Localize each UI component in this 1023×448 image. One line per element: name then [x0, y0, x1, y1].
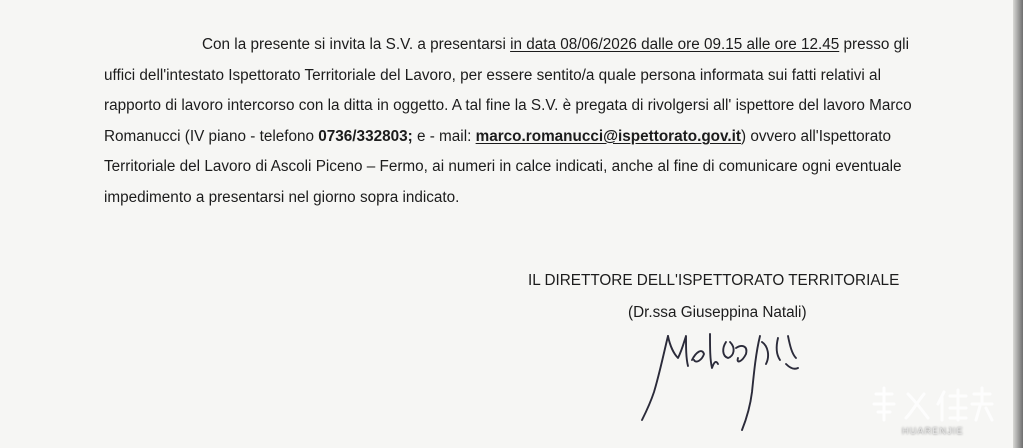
letter-line-4 [104, 122, 964, 153]
watermark-logo-icon [866, 384, 1011, 426]
line4-email-label: e - mail: [412, 127, 476, 145]
letter-line-6: impedimento a presentarsi nel giorno sopra indicato. [104, 188, 460, 206]
line4-text: Romanucci (IV piano - telefono [104, 127, 319, 145]
letter-paragraph [104, 30, 964, 214]
watermark-text: HUARENJIE [902, 426, 964, 436]
phone-number: 0736/332803; [318, 127, 413, 145]
director-title: IL DIRETTORE DELL'ISPETTORATO TERRITORIALE [528, 272, 900, 289]
letter-body [104, 30, 964, 214]
email-address: marco.romanucci@ispettorato.gov.it [475, 127, 741, 145]
letter-line-1 [104, 30, 964, 61]
page-edge-shadow [1013, 0, 1023, 448]
watermark [866, 384, 1011, 444]
letter-line-2: uffici dell'intestato Ispettorato Territoriale del Lavoro, per essere sentito/a quale persona informata sui fatti relativi al [104, 66, 881, 84]
line1-tail: presso gli [839, 36, 909, 53]
appointment-date-time: in data 08/06/2026 dalle ore 09.15 alle ore 12.45 [510, 36, 840, 53]
handwritten-signature [630, 312, 810, 438]
letter-line-5: Territoriale del Lavoro di Ascoli Piceno – Fermo, ai numeri in calce indicati, anche al fine di comunicare ogni eventuale [104, 158, 902, 176]
line1-text: Con la presente si invita la S.V. a presentarsi [202, 36, 511, 53]
letter-line-3: rapporto di lavoro intercorso con la ditta in oggetto. A tal fine la S.V. è pregata di rivolgersi all' ispettore del lavoro Marco [104, 97, 912, 115]
line4-tail: ) ovvero all'Ispettorato [741, 127, 892, 145]
director-name: (Dr.ssa Giuseppina Natali) [628, 304, 807, 321]
